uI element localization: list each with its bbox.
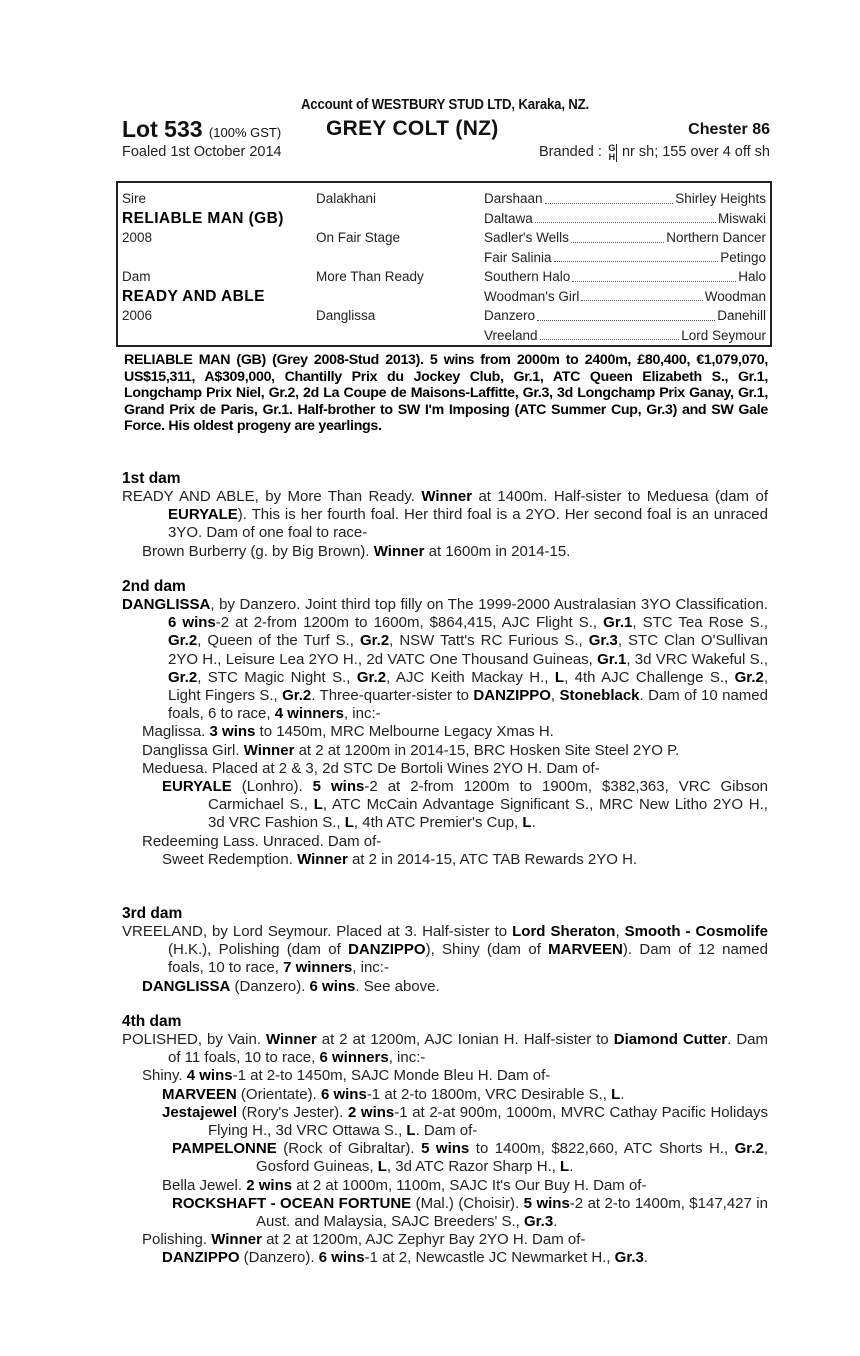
body-text: -2 at 2-to 1400m, $147,427 in Aust. and Malaysia, SAJC Breeders' S.,: [256, 1194, 768, 1231]
body-text: Bella Jewel.: [162, 1176, 247, 1194]
highlight-text: Winner: [266, 1031, 317, 1048]
body-text: POLISHED, by Vain.: [122, 1031, 267, 1048]
progeny-entry: [122, 1067, 768, 1085]
body-text: , inc:-: [343, 705, 381, 723]
body-text: at 1600m in 2014-15.: [424, 542, 571, 560]
sire-dam: On Fair Stage: [316, 230, 401, 245]
body-text: , 4th AJC Challenge S.,: [564, 668, 735, 686]
highlight-text: DANGLISSA: [142, 977, 231, 995]
body-text: Danglissa Girl.: [142, 741, 244, 759]
body-text: at 2 in 2014-15, ATC TAB Rewards 2YO H.: [347, 850, 638, 868]
dam-paragraph: [122, 488, 768, 543]
section-heading: 1st dam: [122, 470, 181, 487]
body-text: (Danzero).: [239, 1249, 319, 1267]
highlight-text: Gr.3: [523, 1213, 554, 1231]
progeny-entry: [122, 543, 768, 561]
grandparent-row: Danzero Danehill: [484, 308, 766, 323]
highlight-text: 6 wins: [320, 1085, 367, 1103]
highlight-text: Gr.2: [168, 668, 198, 686]
body-text: (H.K.), Polishing (dam of: [168, 941, 349, 959]
dam-paragraph: [122, 1031, 768, 1067]
highlight-text: MARVEEN: [162, 1085, 237, 1103]
highlight-text: Gr.3: [588, 632, 618, 650]
highlight-text: L: [406, 1122, 416, 1140]
dam-label: Dam: [122, 269, 151, 284]
highlight-text: 3 wins: [209, 723, 256, 741]
highlight-text: 2 wins: [246, 1176, 293, 1194]
body-text: ,: [615, 923, 625, 940]
foaled-date: Foaled 1st October 2014: [122, 144, 282, 160]
section-heading: 3rd dam: [122, 905, 183, 922]
grandparent-row: Daltawa Miswaki: [484, 210, 766, 226]
grandparent-row: Darshaan Shirley Heights: [484, 191, 766, 206]
catalogue-page-header: [116, 96, 774, 164]
progeny-entry: [122, 1249, 768, 1267]
highlight-text: 4 winners: [274, 705, 344, 723]
section-heading: 4th dam: [122, 1013, 182, 1030]
dam-year: 2006: [122, 308, 153, 323]
body-text: , 3d VRC Wakeful S.,: [626, 650, 768, 668]
body-text: .: [569, 1158, 574, 1176]
highlight-text: DANZIPPO: [348, 941, 426, 959]
body-text: at 2 at 1200m, AJC Zephyr Bay 2YO H. Dam of-: [261, 1231, 586, 1249]
progeny-entry: [122, 833, 768, 851]
body-text: , NSW Tatt's RC Furious S.,: [389, 632, 589, 650]
second-dam-section: [122, 578, 768, 869]
body-text: -1 at 2-to 1800m, VRC Desirable S.,: [366, 1085, 612, 1103]
body-text: , STC Magic Night S.,: [197, 668, 357, 686]
highlight-text: Winner: [211, 1231, 262, 1249]
body-text: at 2 at 1200m, AJC Ionian H. Half-sister to: [316, 1031, 614, 1048]
progeny-entry: [122, 760, 768, 778]
barn-location: Chester 86: [688, 121, 770, 138]
highlight-text: Gr.2: [734, 1140, 764, 1158]
body-text: , STC Tea Rose S.,: [632, 614, 769, 632]
body-text: -1 at 2-at 900m, 1000m, MVRC Cathay Pacific Holidays Flying H., 3d VRC Ottawa S.,: [208, 1103, 769, 1140]
sire-summary: RELIABLE MAN (GB) (Grey 2008-Stud 2013). 5 wins from 2000m to 2400m, £80,400, €1,079,070, US$15,311, A$309,000, Chantilly Prix du Jockey Club, Gr.1, ATC Queen Elizabeth S., Gr.1, Longchamp Prix Niel, Gr.2, 2d La Coupe de Maisons-Laffitte, Gr.3, 3d Longchamp Prix Ganay, Gr.1, Grand Prix de Paris, Gr.1. Half-brother to SW I'm Imposing (ATC Summer Cup, Gr.3) and SW Gale Force. His oldest progeny are yearlings.: [124, 352, 768, 434]
dam-name: READY AND ABLE: [122, 287, 265, 305]
body-text: -2 at 2-from 1200m to 1900m, $382,363, VRC Gibson Carmichael S.,: [208, 778, 769, 814]
highlight-text: Winner: [373, 542, 425, 560]
body-text: (Lonhro).: [231, 778, 313, 796]
brand-details: nr sh; 155 over 4 off sh: [621, 144, 770, 160]
branded-label: Branded :: [539, 144, 602, 160]
body-text: (Danzero).: [230, 977, 310, 995]
body-text: at 2 at 1000m, 1100m, SAJC It's Our Buy H. Dam of-: [292, 1176, 647, 1194]
highlight-text: Jestajewel: [162, 1103, 238, 1121]
body-text: at 2 at 1200m in 2014-15, BRC Hosken Site Steel 2YO P.: [294, 741, 680, 759]
body-text: ), Shiny (dam of: [425, 941, 549, 959]
first-dam-section: [122, 470, 768, 561]
body-text: READY AND ABLE, by More Than Ready.: [122, 488, 422, 505]
body-text: -2 at 2-from 1200m to 1600m, $864,415, AJC Flight S.,: [215, 614, 604, 632]
highlight-text: 5 wins: [523, 1194, 570, 1212]
body-text: Redeeming Lass. Unraced. Dam of-: [142, 832, 382, 850]
body-text: Maglissa.: [142, 723, 210, 741]
highlight-text: 7 winners: [283, 959, 353, 977]
body-text: ). This is her fourth foal. Her third foal is a 2YO. Her second foal is an unraced 3YO. Dam of one foal to race-: [168, 506, 768, 542]
body-text: .: [531, 814, 536, 832]
body-text: , 4th ATC Premier's Cup,: [353, 814, 523, 832]
body-text: . Dam of-: [415, 1122, 478, 1140]
progeny-entry: [122, 742, 768, 760]
highlight-text: ROCKSHAFT - OCEAN FORTUNE: [172, 1194, 412, 1212]
body-text: Polishing.: [142, 1231, 212, 1249]
section-heading: 2nd dam: [122, 578, 186, 595]
brand-glyph-icon: G H: [606, 144, 618, 162]
dam-dam: Danglissa: [316, 308, 376, 323]
highlight-text: L: [313, 796, 323, 814]
highlight-text: Gr.2: [168, 632, 198, 650]
vendor-account: Account of WESTBURY STUD LTD, Karaka, NZ.: [300, 96, 590, 113]
highlight-text: Gr.1: [603, 614, 633, 632]
body-text: (Orientate).: [236, 1085, 321, 1103]
body-text: (Rock of Gibraltar).: [276, 1140, 422, 1158]
highlight-text: MARVEEN: [548, 941, 623, 959]
gst-note: (100% GST): [208, 125, 282, 140]
grandparent-row: Southern Halo Halo: [484, 269, 766, 284]
progeny-entry: [122, 1104, 768, 1140]
grandparent-row: Vreeland Lord Seymour: [484, 327, 766, 343]
body-text: . See above.: [355, 977, 440, 995]
highlight-text: DANZIPPO: [473, 687, 551, 705]
highlight-text: Lord Sheraton: [512, 923, 616, 940]
progeny-entry: [122, 1086, 768, 1104]
highlight-text: Gr.2: [356, 668, 387, 686]
dam-paragraph: [122, 923, 768, 978]
highlight-text: Smooth - Cosmolife: [624, 923, 768, 940]
body-text: Shiny.: [142, 1067, 187, 1085]
progeny-entry: [122, 1177, 768, 1195]
highlight-text: L: [522, 814, 532, 832]
body-text: , Light Fingers S.,: [168, 668, 768, 705]
highlight-text: 6 wins: [168, 614, 216, 632]
horse-description: GREY COLT (NZ): [326, 117, 499, 140]
progeny-entry: [122, 1195, 768, 1231]
highlight-text: L: [554, 668, 565, 686]
body-text: to 1400m, $822,660, ATC Shorts H.,: [469, 1140, 735, 1158]
dam-sire: More Than Ready: [316, 269, 424, 284]
highlight-text: L: [560, 1158, 570, 1176]
pedigree-table: [116, 181, 772, 347]
pedigree-grandparents: [484, 189, 766, 345]
highlight-text: 5 wins: [312, 778, 365, 796]
sire-sire: Dalakhani: [316, 191, 377, 206]
body-text: Sweet Redemption.: [162, 850, 298, 868]
highlight-text: Gr.1: [597, 650, 627, 668]
third-dam-section: [122, 905, 768, 996]
highlight-text: PAMPELONNE: [172, 1140, 277, 1158]
body-text: . Three-quarter-sister to: [311, 687, 474, 705]
body-text: VREELAND, by Lord Seymour. Placed at 3. Half-sister to: [122, 923, 513, 940]
progeny-entry: [122, 1140, 768, 1176]
body-text: at 1400m. Half-sister to Meduesa (dam of: [472, 488, 768, 505]
body-text: , AJC Keith Mackay H.,: [386, 668, 555, 686]
dam-paragraph: [122, 596, 768, 723]
body-text: , by Danzero. Joint third top filly on The 1999-2000 Australasian 3YO Classification.: [210, 596, 768, 613]
highlight-text: EURYALE: [162, 778, 232, 796]
fourth-dam-section: [122, 1013, 768, 1268]
highlight-text: EURYALE: [168, 506, 238, 524]
highlight-text: 4 wins: [186, 1067, 233, 1085]
brand-description: [539, 144, 770, 162]
body-text: (Mal.) (Choisir).: [411, 1194, 524, 1212]
pedigree-parents: [122, 189, 482, 326]
highlight-text: Stoneblack: [559, 687, 640, 705]
highlight-text: L: [377, 1158, 387, 1176]
body-text: .: [620, 1085, 625, 1103]
progeny-entry: [122, 723, 768, 741]
highlight-text: L: [344, 814, 354, 832]
highlight-text: L: [611, 1085, 621, 1103]
sire-label: Sire: [122, 191, 147, 206]
body-text: , Gosford Guineas,: [256, 1140, 768, 1176]
highlight-text: DANGLISSA: [122, 596, 211, 613]
lot-label: Lot 533: [122, 116, 203, 142]
sire-name: RELIABLE MAN (GB): [122, 209, 284, 227]
body-text: .: [553, 1213, 558, 1231]
progeny-entry: [122, 978, 768, 996]
highlight-text: DANZIPPO: [162, 1249, 240, 1267]
progeny-entry: [122, 778, 768, 833]
body-text: ,: [550, 687, 560, 705]
sire-year: 2008: [122, 230, 153, 245]
highlight-text: 6 wins: [318, 1249, 365, 1267]
grandparent-row: Woodman's Girl Woodman: [484, 288, 766, 304]
body-text: Meduesa. Placed at 2 & 3, 2d STC De Bortoli Wines 2YO H. Dam of-: [142, 759, 600, 777]
body-text: -1 at 2-to 1450m, SAJC Monde Bleu H. Dam of-: [232, 1067, 551, 1085]
body-text: . Dam of 10 named foals, 6 to race,: [168, 687, 768, 723]
body-text: , 3d ATC Razor Sharp H.,: [386, 1158, 561, 1176]
body-text: . Dam of 11 foals, 10 to race,: [168, 1031, 769, 1067]
lot-title-row: [116, 116, 774, 142]
body-text: (Rory's Jester).: [237, 1103, 348, 1121]
highlight-text: 6 wins: [309, 977, 356, 995]
body-text: -1 at 2, Newcastle JC Newmarket H.,: [364, 1249, 615, 1267]
grandparent-row: Sadler's Wells Northern Dancer: [484, 230, 766, 245]
highlight-text: Winner: [421, 488, 473, 505]
body-text: to 1450m, MRC Melbourne Legacy Xmas H.: [255, 723, 554, 741]
highlight-text: Gr.2: [282, 687, 312, 705]
progeny-entry: [122, 851, 768, 869]
body-text: , ATC McCain Advantage Significant S., MRC New Litho 2YO H., 3d VRC Fashion S.,: [208, 796, 768, 832]
body-text: Brown Burberry (g. by Big Brown).: [142, 542, 374, 560]
body-text: ). Dam of 12 named foals, 10 to race,: [168, 941, 768, 977]
highlight-text: 5 wins: [421, 1140, 470, 1158]
grandparent-row: Fair Salinia Petingo: [484, 249, 766, 265]
highlight-text: Diamond Cutter: [613, 1031, 728, 1048]
progeny-entry: [122, 1231, 768, 1249]
body-text: , Queen of the Turf S.,: [197, 632, 360, 650]
highlight-text: 2 wins: [347, 1103, 395, 1121]
body-text: .: [643, 1249, 649, 1267]
foal-row: [116, 142, 774, 164]
body-text: , STC Clan O'Sullivan 2YO H., Leisure Lea 2YO H., 2d VATC One Thousand Guineas,: [168, 632, 768, 668]
highlight-text: Winner: [243, 741, 295, 759]
highlight-text: Gr.3: [614, 1249, 644, 1267]
highlight-text: Gr.2: [359, 632, 390, 650]
highlight-text: Winner: [297, 850, 348, 868]
body-text: , inc:-: [388, 1049, 426, 1067]
body-text: , inc:-: [352, 959, 389, 977]
highlight-text: Gr.2: [734, 668, 764, 686]
highlight-text: 6 winners: [319, 1049, 389, 1067]
